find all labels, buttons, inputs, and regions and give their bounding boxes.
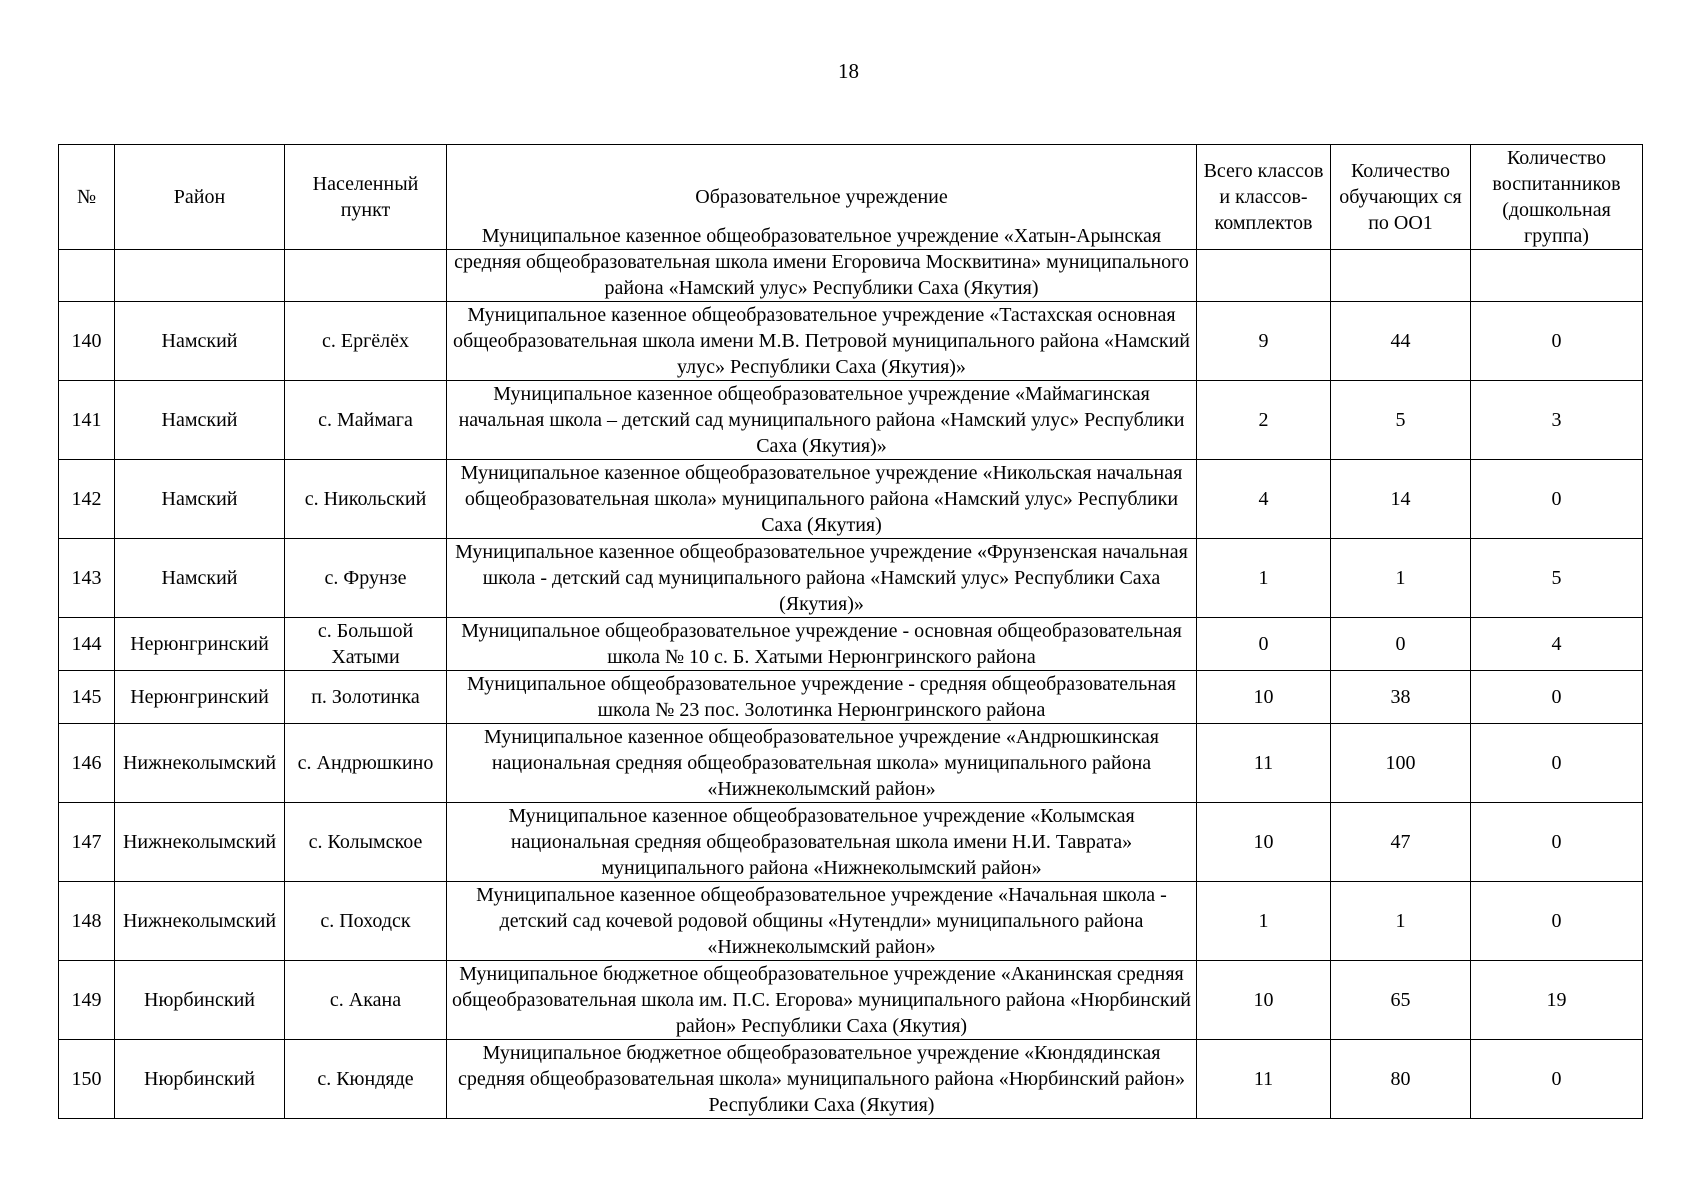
students-count-cell: 14	[1331, 460, 1471, 539]
continuation-preschool-cell	[1471, 250, 1643, 302]
district-cell: Нижнеколымский	[115, 803, 285, 882]
row-number-cell: 148	[59, 882, 115, 961]
row-number-cell: 141	[59, 381, 115, 460]
locality-cell: с. Акана	[285, 961, 447, 1040]
row-number-cell: 145	[59, 671, 115, 724]
locality-cell: с. Маймага	[285, 381, 447, 460]
district-cell: Намский	[115, 460, 285, 539]
header-preschool: Количество воспитанников (дошкольная группа)	[1471, 145, 1643, 250]
continuation-institution-cell	[447, 225, 1197, 302]
locality-cell: с. Колымское	[285, 803, 447, 882]
institution-cell: Муниципальное казенное общеобразовательное учреждение «Начальная школа - детский сад кочевой родовой общины «Нутендли» муниципального района «Нижнеколымский район»	[447, 882, 1197, 961]
row-number-cell: 146	[59, 724, 115, 803]
table-row	[59, 1040, 1643, 1119]
students-count-cell: 80	[1331, 1040, 1471, 1119]
locality-cell: с. Кюндяде	[285, 1040, 447, 1119]
row-number-cell: 142	[59, 460, 115, 539]
row-number-cell: 140	[59, 302, 115, 381]
students-count-cell: 100	[1331, 724, 1471, 803]
classes-count-cell: 11	[1197, 1040, 1331, 1119]
district-cell: Нижнеколымский	[115, 882, 285, 961]
table-row	[59, 618, 1643, 671]
table-row	[59, 961, 1643, 1040]
header-classes: Всего классов и классов-комплектов	[1197, 145, 1331, 250]
classes-count-cell: 10	[1197, 803, 1331, 882]
schools-table	[58, 144, 1643, 1119]
classes-count-cell: 10	[1197, 961, 1331, 1040]
locality-cell: с. Ергёлёх	[285, 302, 447, 381]
institution-cell: Муниципальное казенное общеобразовательное учреждение «Андрюшкинская национальная средняя общеобразовательная школа» муниципального района «Нижнеколымский район»	[447, 724, 1197, 803]
preschool-count-cell: 3	[1471, 381, 1643, 460]
preschool-count-cell: 0	[1471, 302, 1643, 381]
row-number-cell: 149	[59, 961, 115, 1040]
classes-count-cell: 10	[1197, 671, 1331, 724]
classes-count-cell: 2	[1197, 381, 1331, 460]
table-body	[59, 225, 1643, 1119]
classes-count-cell: 1	[1197, 539, 1331, 618]
table-row	[59, 671, 1643, 724]
table-row	[59, 882, 1643, 961]
institution-cell: Муниципальное бюджетное общеобразовательное учреждение «Кюндядинская средняя общеобразовательная школа» муниципального района «Нюрбинский район» Республики Саха (Якутия)	[447, 1040, 1197, 1119]
table-row	[59, 539, 1643, 618]
locality-cell: с. Походск	[285, 882, 447, 961]
preschool-count-cell: 0	[1471, 882, 1643, 961]
locality-cell: с. Никольский	[285, 460, 447, 539]
continuation-classes-cell	[1197, 250, 1331, 302]
preschool-count-cell: 5	[1471, 539, 1643, 618]
classes-count-cell: 1	[1197, 882, 1331, 961]
institution-cell: Муниципальное общеобразовательное учреждение - средняя общеобразовательная школа № 23 пос. Золотинка Нерюнгринского района	[447, 671, 1197, 724]
continuation-institution-text: Муниципальное казенное общеобразовательное учреждение «Хатын-Арынская средняя общеобразовательная школа имени Егоровича Москвитина» муниципального района «Намский улус» Республики Саха (Якутия)	[454, 225, 1189, 299]
header-institution: Образовательное учреждение	[447, 145, 1197, 250]
classes-count-cell: 11	[1197, 724, 1331, 803]
row-number-cell: 143	[59, 539, 115, 618]
institution-cell: Муниципальное казенное общеобразовательное учреждение «Колымская национальная средняя общеобразовательная школа имени Н.И. Таврата» муниципального района «Нижнеколымский район»	[447, 803, 1197, 882]
institution-cell: Муниципальное казенное общеобразовательное учреждение «Маймагинская начальная школа – детский сад муниципального района «Намский улус» Республики Саха (Якутия)»	[447, 381, 1197, 460]
continuation-number-cell	[59, 250, 115, 302]
row-number-cell: 147	[59, 803, 115, 882]
locality-cell: с. Фрунзе	[285, 539, 447, 618]
locality-cell: п. Золотинка	[285, 671, 447, 724]
students-count-cell: 65	[1331, 961, 1471, 1040]
institution-cell: Муниципальное бюджетное общеобразовательное учреждение «Аканинская средняя общеобразовательная школа им. П.С. Егорова» муниципального района «Нюрбинский район» Республики Саха (Якутия)	[447, 961, 1197, 1040]
students-count-cell: 38	[1331, 671, 1471, 724]
district-cell: Нижнеколымский	[115, 724, 285, 803]
continuation-students-cell	[1331, 250, 1471, 302]
continuation-district-cell	[115, 250, 285, 302]
table-row	[59, 302, 1643, 381]
students-count-cell: 0	[1331, 618, 1471, 671]
institution-cell: Муниципальное казенное общеобразовательное учреждение «Фрунзенская начальная школа - детский сад муниципального района «Намский улус» Республики Саха (Якутия)»	[447, 539, 1197, 618]
students-count-cell: 5	[1331, 381, 1471, 460]
classes-count-cell: 0	[1197, 618, 1331, 671]
institution-cell: Муниципальное казенное общеобразовательное учреждение «Никольская начальная общеобразовательная школа» муниципального района «Намский улус» Республики Саха (Якутия)	[447, 460, 1197, 539]
table-row	[59, 803, 1643, 882]
district-cell: Нерюнгринский	[115, 671, 285, 724]
district-cell: Намский	[115, 539, 285, 618]
locality-cell: с. Большой Хатыми	[285, 618, 447, 671]
preschool-count-cell: 0	[1471, 1040, 1643, 1119]
classes-count-cell: 4	[1197, 460, 1331, 539]
preschool-count-cell: 0	[1471, 671, 1643, 724]
students-count-cell: 1	[1331, 539, 1471, 618]
institution-cell: Муниципальное казенное общеобразовательное учреждение «Тастахская основная общеобразовательная школа имени М.В. Петровой муниципального района «Намский улус» Республики Саха (Якутия)»	[447, 302, 1197, 381]
students-count-cell: 47	[1331, 803, 1471, 882]
header-number: №	[59, 145, 115, 250]
table-row	[59, 381, 1643, 460]
preschool-count-cell: 4	[1471, 618, 1643, 671]
preschool-count-cell: 0	[1471, 460, 1643, 539]
students-count-cell: 44	[1331, 302, 1471, 381]
header-locality: Населенный пункт	[285, 145, 447, 250]
students-count-cell: 1	[1331, 882, 1471, 961]
row-number-cell: 144	[59, 618, 115, 671]
district-cell: Нюрбинский	[115, 961, 285, 1040]
continuation-row	[59, 250, 1643, 302]
continuation-locality-cell	[285, 250, 447, 302]
district-cell: Намский	[115, 302, 285, 381]
header-students: Количество обучающих ся по ОО1	[1331, 145, 1471, 250]
preschool-count-cell: 0	[1471, 724, 1643, 803]
district-cell: Нюрбинский	[115, 1040, 285, 1119]
header-district: Район	[115, 145, 285, 250]
preschool-count-cell: 19	[1471, 961, 1643, 1040]
page-number: 18	[838, 59, 859, 83]
table-row	[59, 724, 1643, 803]
classes-count-cell: 9	[1197, 302, 1331, 381]
row-number-cell: 150	[59, 1040, 115, 1119]
table-row	[59, 460, 1643, 539]
district-cell: Намский	[115, 381, 285, 460]
district-cell: Нерюнгринский	[115, 618, 285, 671]
locality-cell: с. Андрюшкино	[285, 724, 447, 803]
preschool-count-cell: 0	[1471, 803, 1643, 882]
institution-cell: Муниципальное общеобразовательное учреждение - основная общеобразовательная школа № 10 с. Б. Хатыми Нерюнгринского района	[447, 618, 1197, 671]
